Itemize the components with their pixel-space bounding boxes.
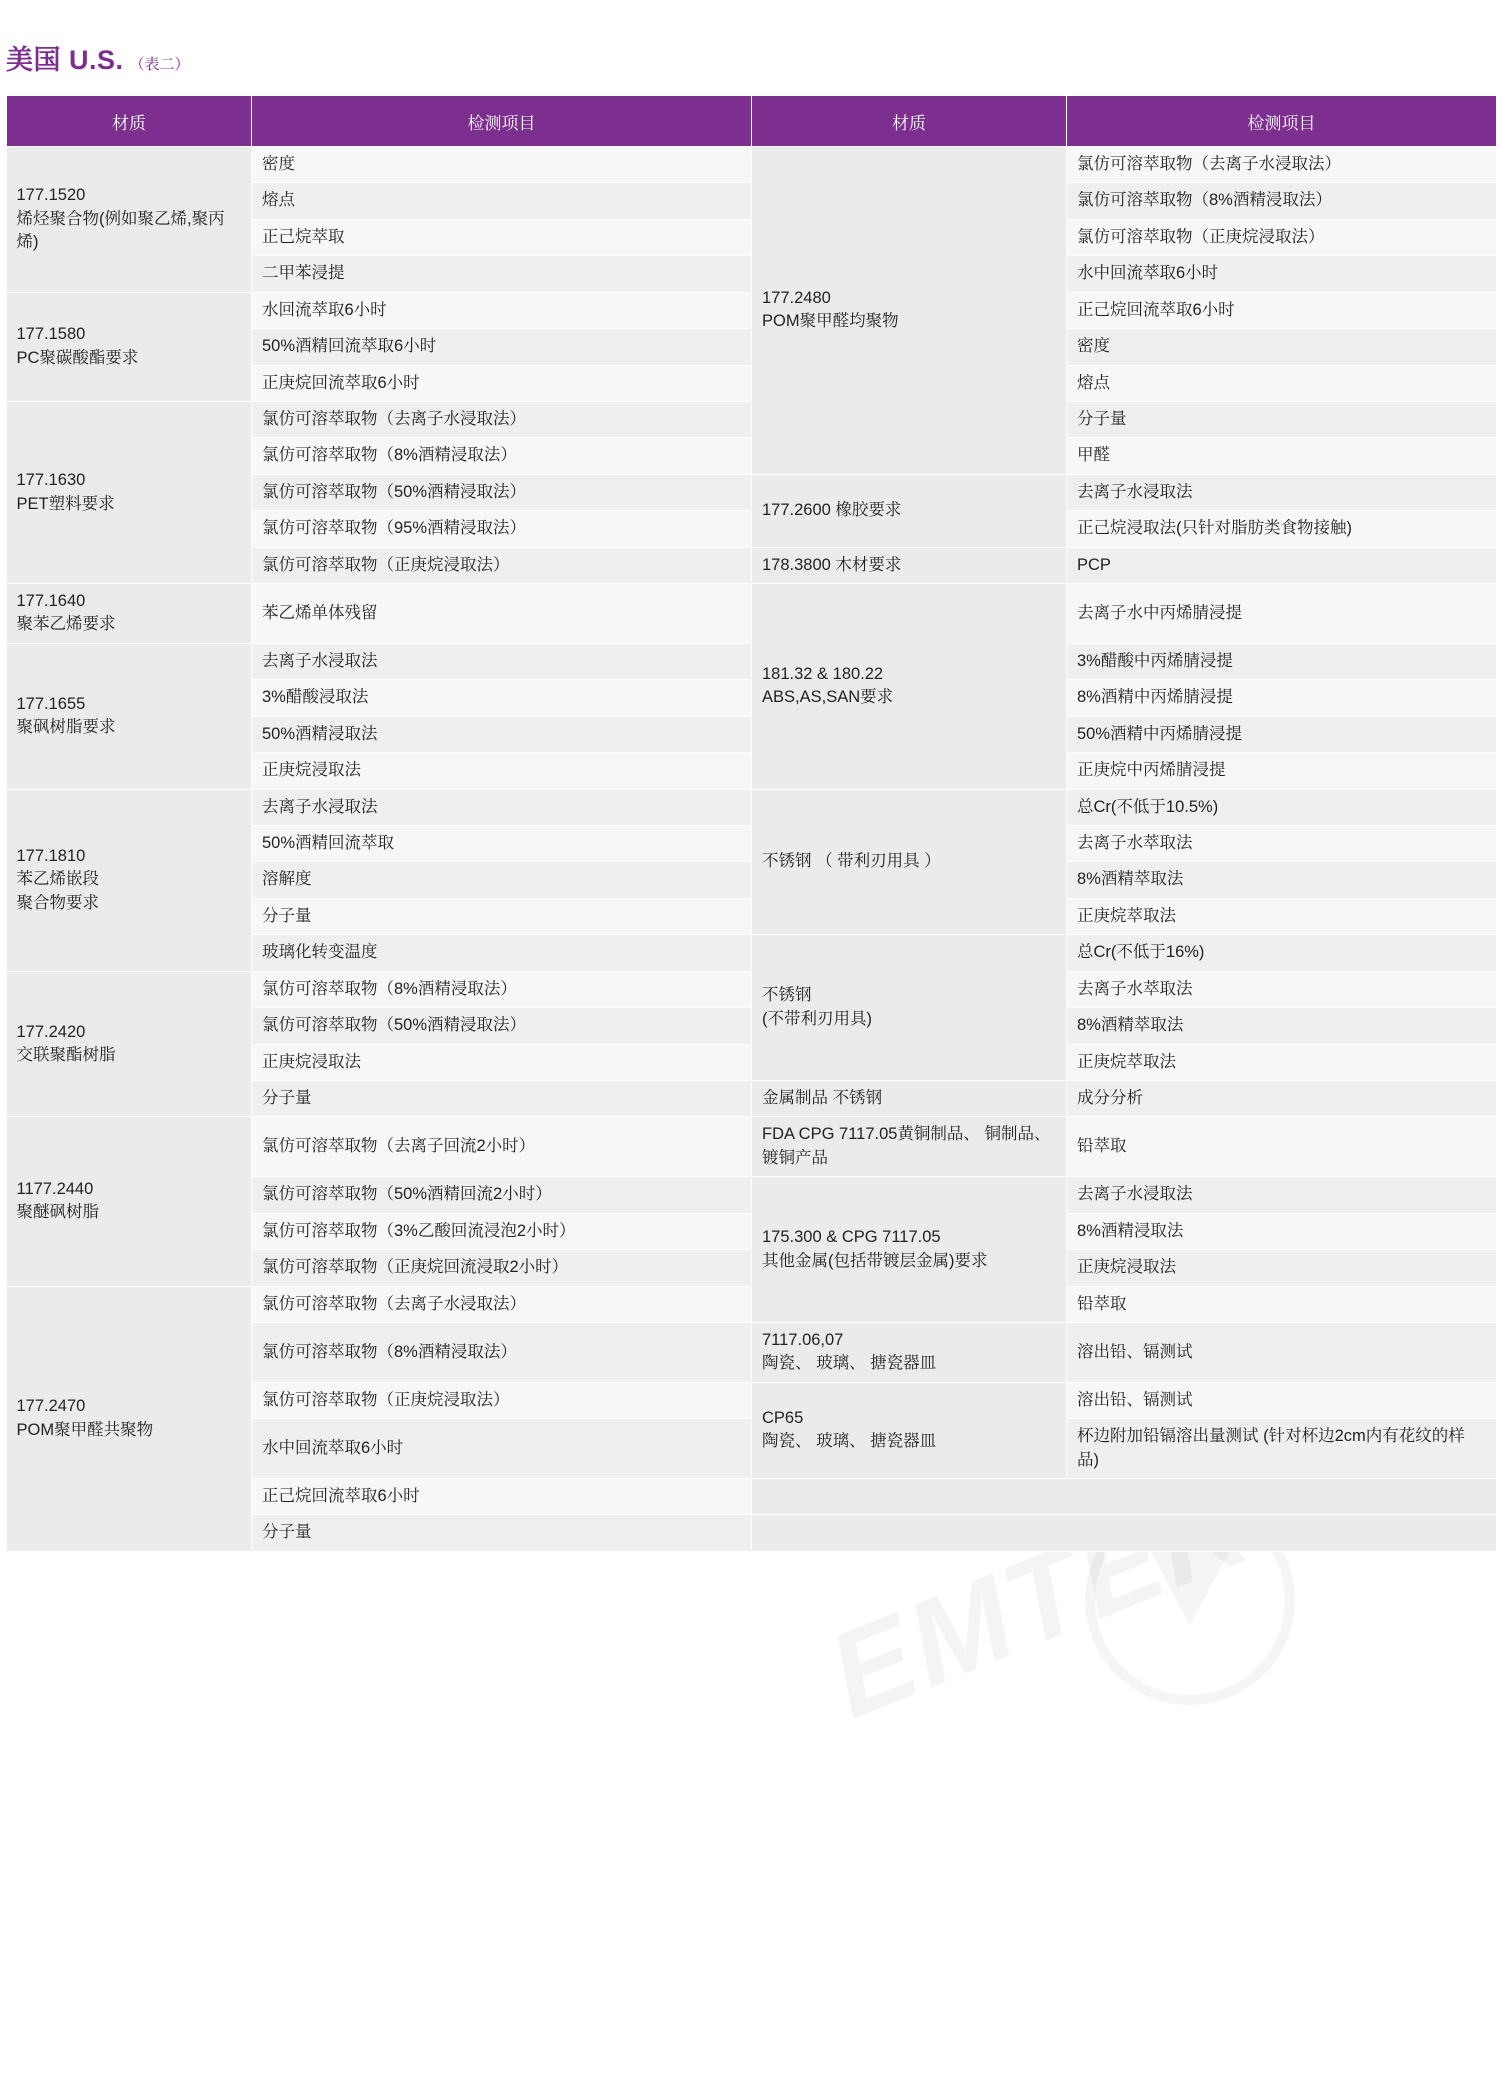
test-item-cell-right: 正庚烷萃取法 xyxy=(1067,1044,1497,1080)
test-item-cell-right: 氯仿可溶萃取物（去离子水浸取法） xyxy=(1067,147,1497,183)
material-cell-right: 177.2480 POM聚甲醛均聚物 xyxy=(752,147,1067,475)
test-item-cell-right: 溶出铅、镉测试 xyxy=(1067,1322,1497,1382)
test-item-cell-right: 8%酒精萃取法 xyxy=(1067,862,1497,898)
material-cell-left: 177.1640 聚苯乙烯要求 xyxy=(7,584,252,644)
test-item-cell-left: 分子量 xyxy=(252,1080,752,1116)
test-item-cell-left: 50%酒精回流萃取 xyxy=(252,826,752,862)
material-cell-right: CP65 陶瓷、 玻璃、 搪瓷器皿 xyxy=(752,1382,1067,1478)
test-item-cell-right: 去离子水浸取法 xyxy=(1067,474,1497,510)
test-item-cell-left: 玻璃化转变温度 xyxy=(252,935,752,971)
test-item-cell-right: 去离子水萃取法 xyxy=(1067,826,1497,862)
material-cell-left: 177.2470 POM聚甲醛共聚物 xyxy=(7,1286,252,1551)
test-item-cell-left: 氯仿可溶萃取物（去离子水浸取法） xyxy=(252,401,752,437)
test-item-cell-left: 氯仿可溶萃取物（50%酒精回流2小时） xyxy=(252,1177,752,1213)
test-item-cell-right: 正庚烷中丙烯腈浸提 xyxy=(1067,753,1497,789)
test-item-cell-right: 8%酒精萃取法 xyxy=(1067,1008,1497,1044)
test-item-cell-left: 正己烷回流萃取6小时 xyxy=(252,1479,752,1515)
test-item-cell-left: 水回流萃取6小时 xyxy=(252,292,752,328)
test-item-cell-right: 去离子水中丙烯腈浸提 xyxy=(1067,584,1497,644)
test-item-cell-right: 成分分析 xyxy=(1067,1080,1497,1116)
test-item-cell-right: 去离子水浸取法 xyxy=(1067,1177,1497,1213)
table-row xyxy=(7,584,1497,644)
requirements-table xyxy=(6,95,1497,1552)
test-item-cell-left: 正庚烷回流萃取6小时 xyxy=(252,365,752,401)
test-item-cell-left: 二甲苯浸提 xyxy=(252,256,752,292)
test-item-cell-left: 氯仿可溶萃取物（8%酒精浸取法） xyxy=(252,971,752,1007)
test-item-cell-right: 铅萃取 xyxy=(1067,1117,1497,1177)
test-item-cell-left: 熔点 xyxy=(252,183,752,219)
test-item-cell-right: 去离子水萃取法 xyxy=(1067,971,1497,1007)
material-cell-left: 177.1580 PC聚碳酸酯要求 xyxy=(7,292,252,401)
test-item-cell-right: 正庚烷浸取法 xyxy=(1067,1250,1497,1286)
test-item-cell-left: 氯仿可溶萃取物（50%酒精浸取法） xyxy=(252,474,752,510)
test-item-cell-right: 3%醋酸中丙烯腈浸提 xyxy=(1067,643,1497,679)
test-item-cell-right: 铅萃取 xyxy=(1067,1286,1497,1322)
test-item-cell-left: 水中回流萃取6小时 xyxy=(252,1419,752,1479)
test-item-cell-right: 总Cr(不低于10.5%) xyxy=(1067,789,1497,825)
test-item-cell-left: 氯仿可溶萃取物（正庚烷回流浸取2小时） xyxy=(252,1250,752,1286)
test-item-cell-left: 氯仿可溶萃取物（正庚烷浸取法） xyxy=(252,1382,752,1418)
material-cell-right: 178.3800 木材要求 xyxy=(752,547,1067,583)
material-cell-right: 181.32 & 180.22 ABS,AS,SAN要求 xyxy=(752,584,1067,790)
material-cell-left: 1177.2440 聚醚砜树脂 xyxy=(7,1117,252,1286)
test-item-cell-right: 分子量 xyxy=(1067,401,1497,437)
material-cell-right: 不锈钢 （ 带利刃用具 ） xyxy=(752,789,1067,935)
test-item-cell-right: 水中回流萃取6小时 xyxy=(1067,256,1497,292)
column-header-test-left: 检测项目 xyxy=(252,96,752,147)
test-item-cell-right: 正己烷回流萃取6小时 xyxy=(1067,292,1497,328)
empty-cell xyxy=(752,1479,1497,1515)
table-body xyxy=(7,147,1497,1552)
page-title xyxy=(0,30,1502,95)
test-item-cell-right: 甲醛 xyxy=(1067,438,1497,474)
test-item-cell-right: 正庚烷萃取法 xyxy=(1067,898,1497,934)
column-header-test-right: 检测项目 xyxy=(1067,96,1497,147)
test-item-cell-left: 3%醋酸浸取法 xyxy=(252,680,752,716)
test-item-cell-left: 去离子水浸取法 xyxy=(252,789,752,825)
test-item-cell-right: 密度 xyxy=(1067,329,1497,365)
test-item-cell-left: 氯仿可溶萃取物（去离子水浸取法） xyxy=(252,1286,752,1322)
table-header-row xyxy=(7,96,1497,147)
test-item-cell-left: 苯乙烯单体残留 xyxy=(252,584,752,644)
test-item-cell-left: 氯仿可溶萃取物（50%酒精浸取法） xyxy=(252,1008,752,1044)
material-cell-right: 177.2600 橡胶要求 xyxy=(752,474,1067,547)
material-cell-right: 7117.06,07 陶瓷、 玻璃、 搪瓷器皿 xyxy=(752,1322,1067,1382)
test-item-cell-right: 溶出铅、镉测试 xyxy=(1067,1382,1497,1418)
column-header-material-right: 材质 xyxy=(752,96,1067,147)
table-row xyxy=(7,1117,1497,1177)
test-item-cell-left: 正己烷萃取 xyxy=(252,219,752,255)
column-header-material-left: 材质 xyxy=(7,96,252,147)
test-item-cell-right: 氯仿可溶萃取物（8%酒精浸取法） xyxy=(1067,183,1497,219)
test-item-cell-left: 氯仿可溶萃取物（95%酒精浸取法） xyxy=(252,511,752,547)
test-item-cell-right: 8%酒精浸取法 xyxy=(1067,1213,1497,1249)
material-cell-left: 177.1810 苯乙烯嵌段 聚合物要求 xyxy=(7,789,252,971)
test-item-cell-right: 正己烷浸取法(只针对脂肪类食物接触) xyxy=(1067,511,1497,547)
page-title-main: 美国 U.S. xyxy=(6,45,124,75)
material-cell-left: 177.1655 聚砜树脂要求 xyxy=(7,643,252,789)
material-cell-right: 175.300 & CPG 7117.05 其他金属(包括带镀层金属)要求 xyxy=(752,1177,1067,1323)
test-item-cell-right: 总Cr(不低于16%) xyxy=(1067,935,1497,971)
material-cell-left: 177.1520 烯烃聚合物(例如聚乙烯,聚丙烯) xyxy=(7,147,252,293)
empty-cell xyxy=(752,1515,1497,1551)
test-item-cell-left: 氯仿可溶萃取物（3%乙酸回流浸泡2小时） xyxy=(252,1213,752,1249)
test-item-cell-left: 溶解度 xyxy=(252,862,752,898)
material-cell-right: 不锈钢 (不带利刃用具) xyxy=(752,935,1067,1081)
test-item-cell-left: 氯仿可溶萃取物（8%酒精浸取法） xyxy=(252,438,752,474)
test-item-cell-right: 熔点 xyxy=(1067,365,1497,401)
test-item-cell-left: 去离子水浸取法 xyxy=(252,643,752,679)
table-row xyxy=(7,789,1497,825)
test-item-cell-right: 50%酒精中丙烯腈浸提 xyxy=(1067,716,1497,752)
material-cell-left: 177.2420 交联聚酯树脂 xyxy=(7,971,252,1117)
test-item-cell-left: 50%酒精回流萃取6小时 xyxy=(252,329,752,365)
test-item-cell-left: 氯仿可溶萃取物（正庚烷浸取法） xyxy=(252,547,752,583)
test-item-cell-right: 8%酒精中丙烯腈浸提 xyxy=(1067,680,1497,716)
test-item-cell-left: 50%酒精浸取法 xyxy=(252,716,752,752)
test-item-cell-left: 氯仿可溶萃取物（8%酒精浸取法） xyxy=(252,1322,752,1382)
page-title-sub: （表二） xyxy=(129,56,190,73)
test-item-cell-right: PCP xyxy=(1067,547,1497,583)
test-item-cell-left: 密度 xyxy=(252,147,752,183)
test-item-cell-right: 氯仿可溶萃取物（正庚烷浸取法） xyxy=(1067,219,1497,255)
material-cell-left: 177.1630 PET塑料要求 xyxy=(7,401,252,583)
test-item-cell-left: 分子量 xyxy=(252,1515,752,1551)
test-item-cell-left: 氯仿可溶萃取物（去离子回流2小时） xyxy=(252,1117,752,1177)
test-item-cell-left: 正庚烷浸取法 xyxy=(252,753,752,789)
test-item-cell-left: 正庚烷浸取法 xyxy=(252,1044,752,1080)
material-cell-right: FDA CPG 7117.05黄铜制品、 铜制品、 镀铜产品 xyxy=(752,1117,1067,1177)
test-item-cell-left: 分子量 xyxy=(252,898,752,934)
test-item-cell-right: 杯边附加铅镉溶出量测试 (针对杯边2cm内有花纹的样品) xyxy=(1067,1419,1497,1479)
table-row xyxy=(7,147,1497,183)
material-cell-right: 金属制品 不锈钢 xyxy=(752,1080,1067,1116)
